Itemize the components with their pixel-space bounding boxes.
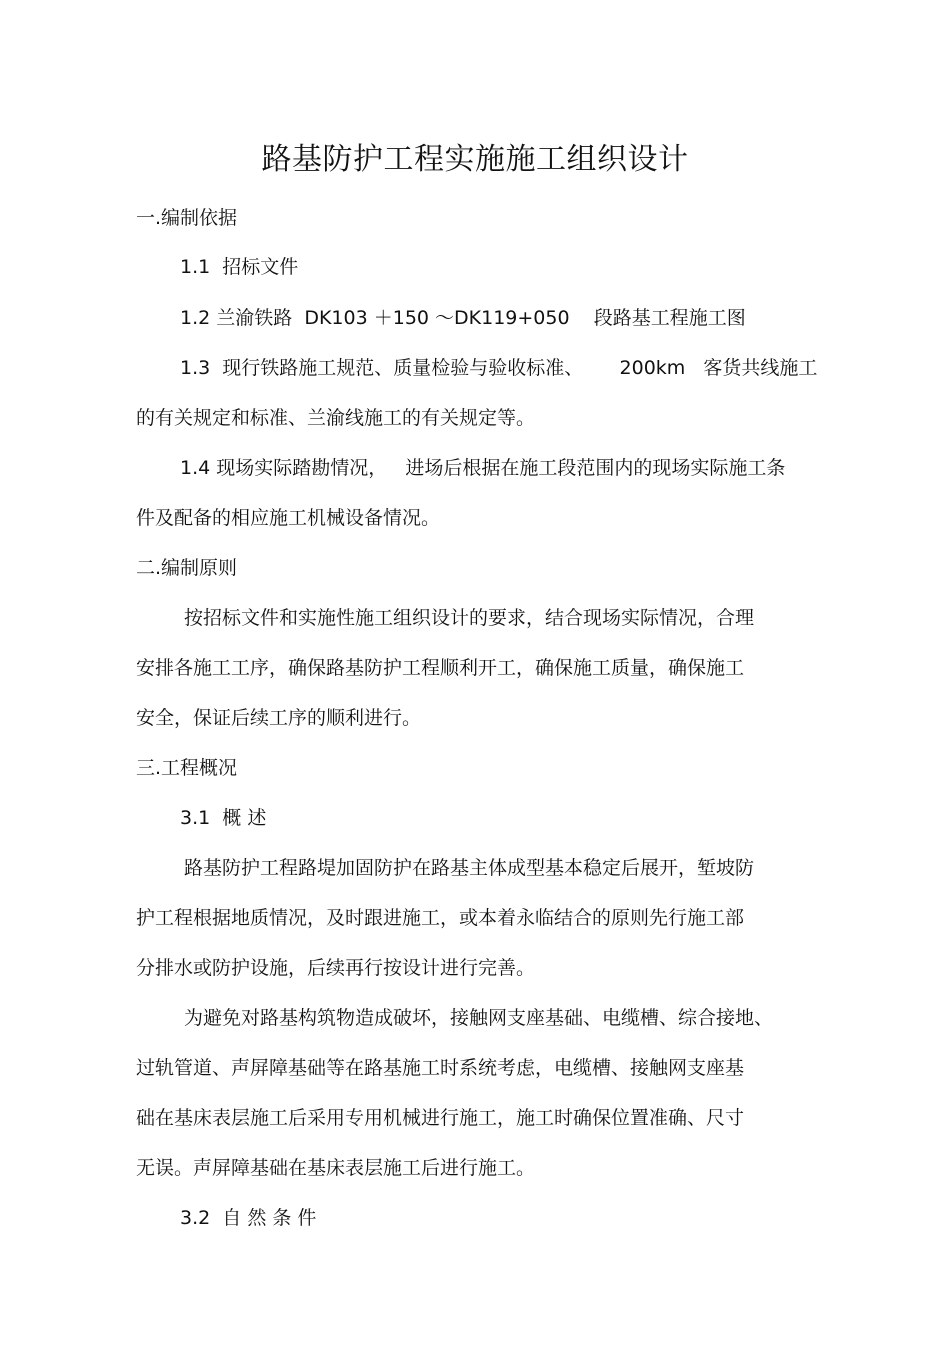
- basis-item-1-2: 1.2 兰渝铁路 DK103 ＋150 ～DK119+050 段路基工程施工图: [180, 307, 746, 329]
- basis-item-1-4-line-1: 1.4 现场实际踏勘情况， 进场后根据在施工段范围内的现场实际施工条: [180, 457, 786, 479]
- section-heading-compilation-basis: 一.编制依据: [136, 207, 238, 229]
- overview-paragraph-2-line-1: 为避免对路基构筑物造成破坏，接触网支座基础、电缆槽、综合接地、: [184, 1007, 774, 1029]
- overview-paragraph-1-line-3: 分排水或防护设施，后续再行按设计进行完善。: [136, 957, 536, 979]
- basis-item-1-1: 1.1 招标文件: [180, 256, 299, 278]
- principle-paragraph-line-1: 按招标文件和实施性施工组织设计的要求，结合现场实际情况，合理: [184, 607, 755, 629]
- section-heading-compilation-principle: 二.编制原则: [136, 557, 238, 579]
- overview-paragraph-2-line-2: 过轨管道、声屏障基础等在路基施工时系统考虑，电缆槽、接触网支座基: [136, 1057, 745, 1079]
- subsection-heading-3-2: 3.2 自 然 条 件: [180, 1207, 317, 1229]
- document-title: 路基防护工程实施施工组织设计: [261, 142, 689, 177]
- overview-paragraph-2-line-3: 础在基床表层施工后采用专用机械进行施工，施工时确保位置准确、尺寸: [136, 1107, 745, 1129]
- principle-paragraph-line-2: 安排各施工工序，确保路基防护工程顺利开工，确保施工质量，确保施工: [136, 657, 745, 679]
- basis-item-1-3-line-1: 1.3 现行铁路施工规范、质量检验与验收标准、 200km 客货共线施工: [180, 357, 818, 379]
- overview-paragraph-1-line-1: 路基防护工程路堤加固防护在路基主体成型基本稳定后展开，堑坡防: [184, 857, 755, 879]
- section-heading-project-overview: 三.工程概况: [136, 757, 238, 779]
- principle-paragraph-line-3: 安全，保证后续工序的顺利进行。: [136, 707, 422, 729]
- basis-item-1-4-line-2: 件及配备的相应施工机械设备情况。: [136, 507, 441, 529]
- basis-item-1-3-line-2: 的有关规定和标准、兰渝线施工的有关规定等。: [136, 407, 536, 429]
- subsection-heading-3-1: 3.1 概 述: [180, 807, 267, 829]
- overview-paragraph-2-line-4: 无误。声屏障基础在基床表层施工后进行施工。: [136, 1157, 536, 1179]
- overview-paragraph-1-line-2: 护工程根据地质情况，及时跟进施工，或本着永临结合的原则先行施工部: [136, 907, 745, 929]
